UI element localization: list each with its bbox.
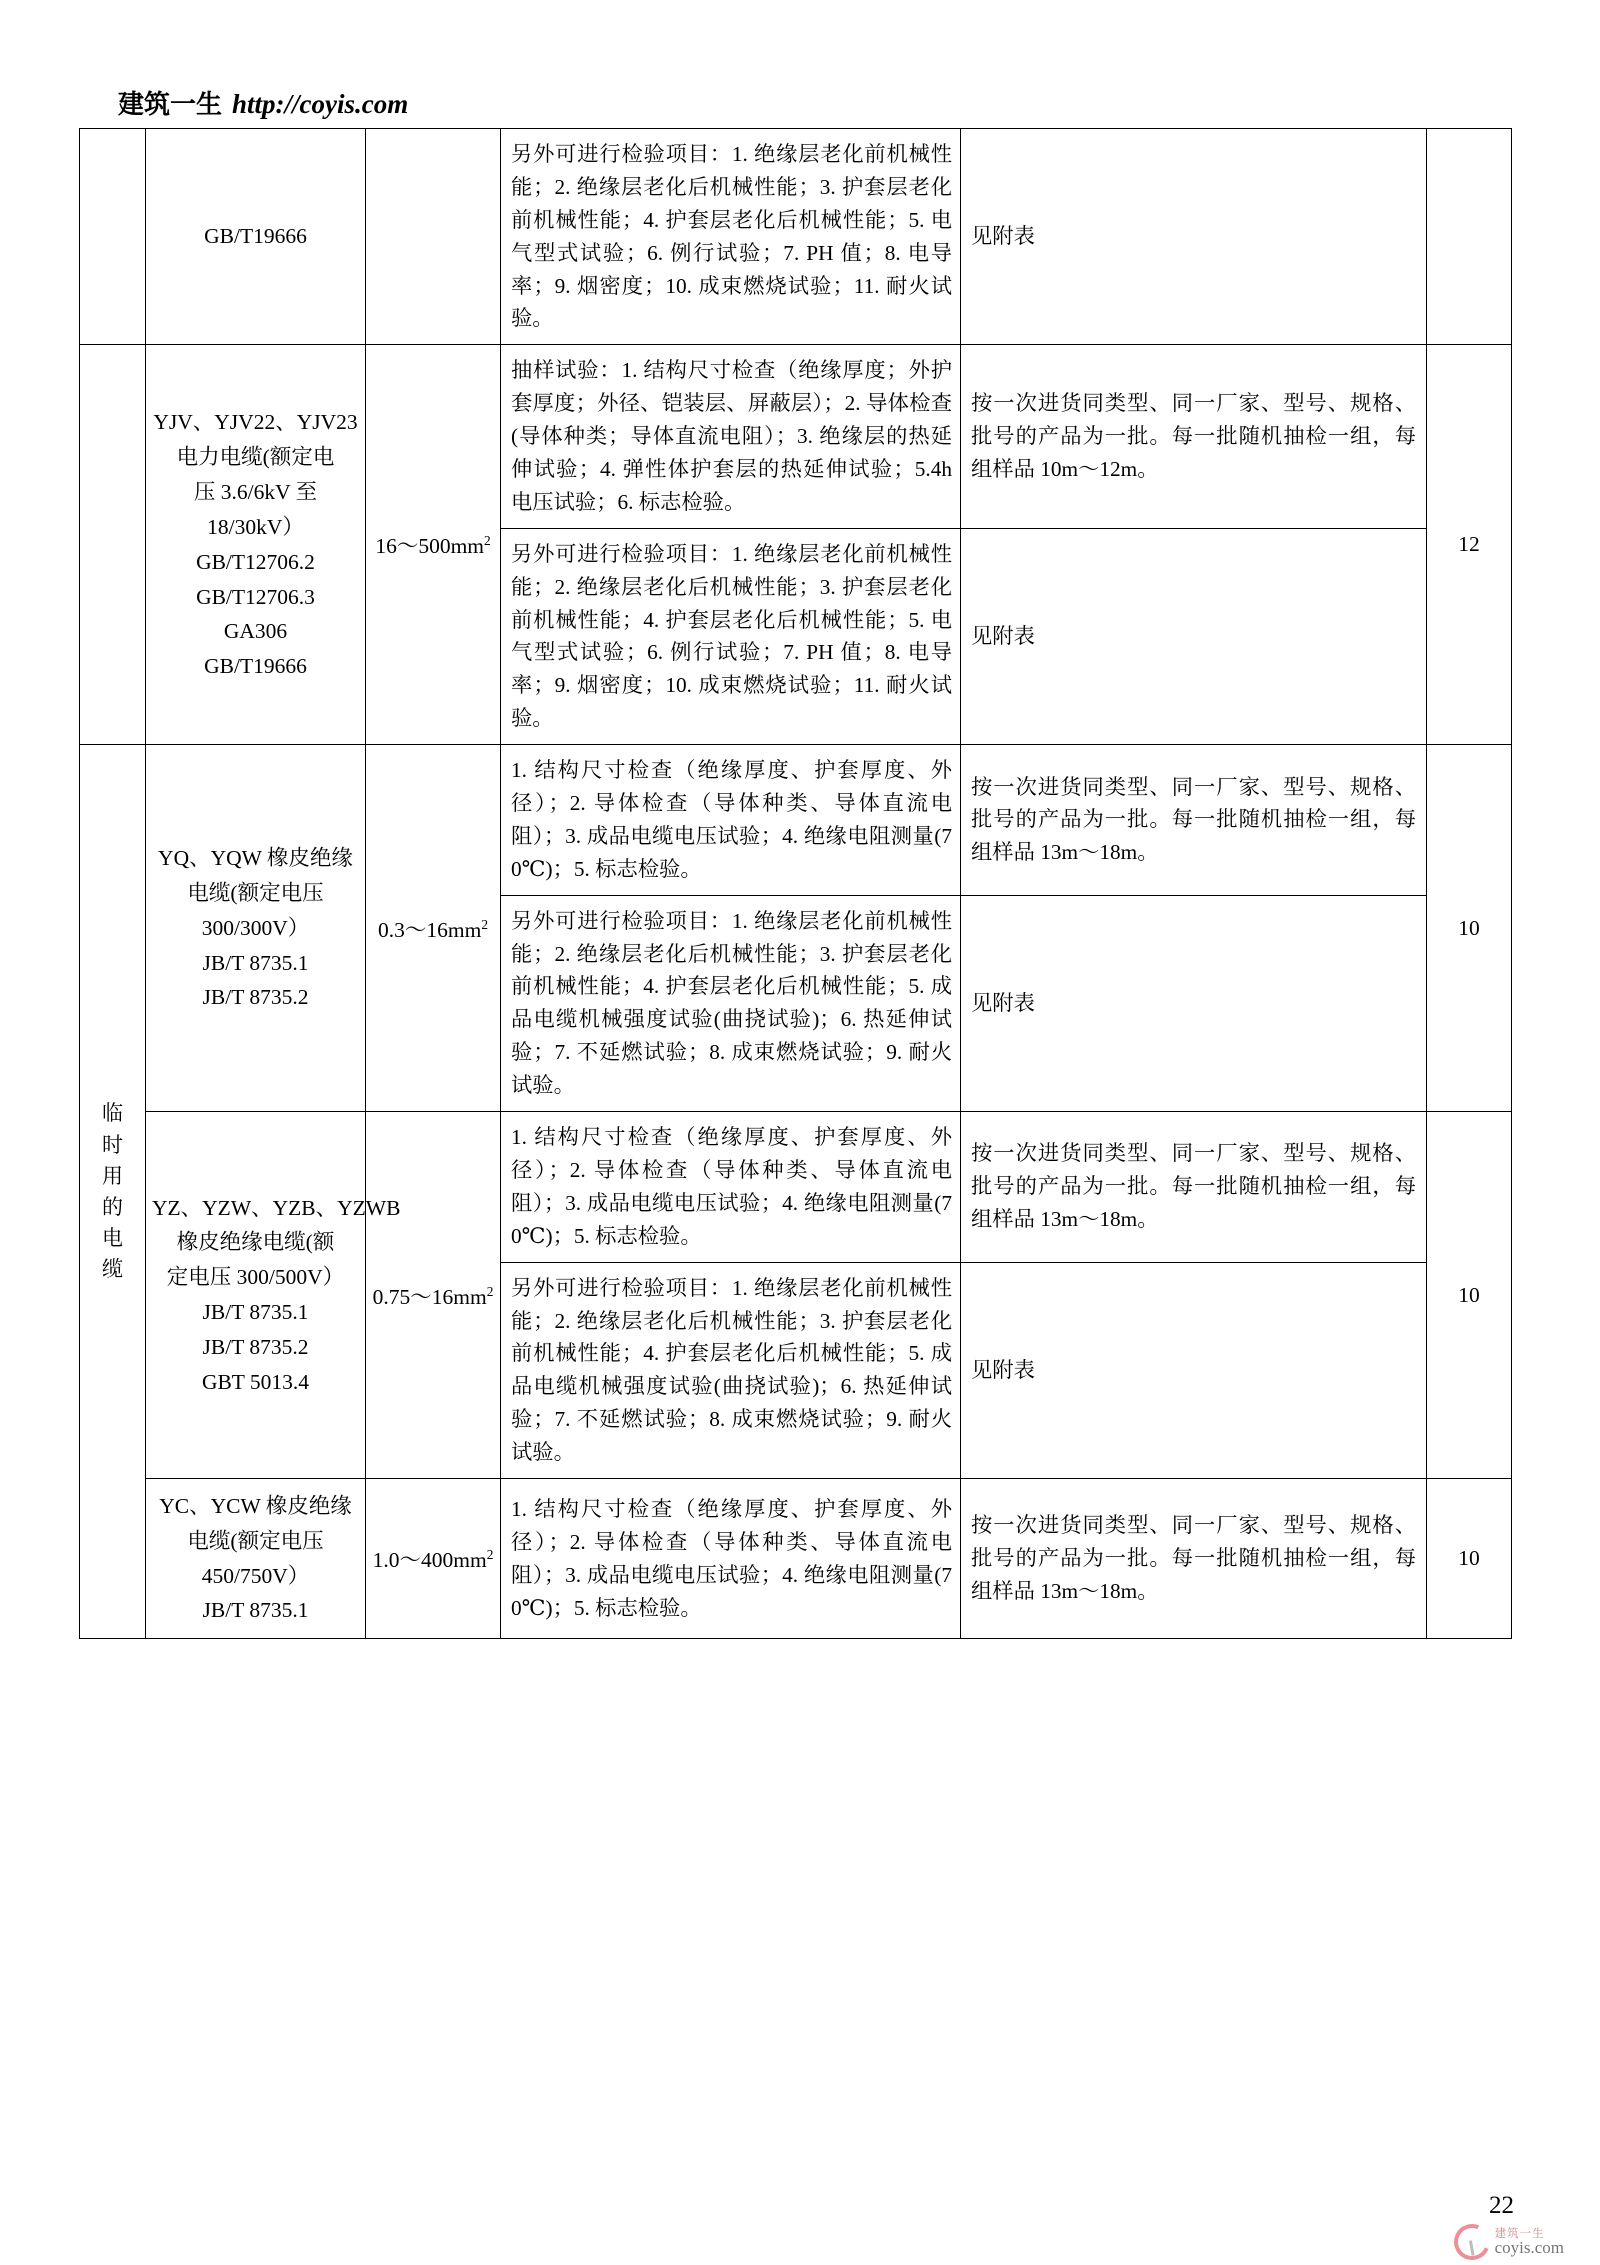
spec-line: JB/T 8735.2 xyxy=(202,1334,309,1359)
detail-cell xyxy=(501,1478,961,1638)
requirement-text: 按一次进货同类型、同一厂家、型号、规格、批号的产品为一批。每一批随机抽检一组，每组样品 10m～12m。 xyxy=(971,391,1416,482)
requirement-cell xyxy=(961,129,1427,345)
spec-line: YZ、YZW、YZB、YZWB xyxy=(152,1195,401,1220)
size-cell xyxy=(366,745,501,1112)
detail-text: 另外可进行检验项目：1. 绝缘层老化前机械性能；2. 绝缘层老化后机械性能；3. 护套层老化前机械性能；4. 护套层老化后机械性能；5. 电气型式试验；6. 例行试验；7. PH 值；8. 电导率；9. 烟密度；10. 成束燃烧试验；11. 耐火试验。 xyxy=(511,142,952,331)
requirement-text: 见附表 xyxy=(971,624,1035,649)
detail-cell xyxy=(501,345,961,528)
coyis-logo-icon xyxy=(1448,2219,1495,2265)
spec-block xyxy=(146,1181,401,1410)
size-value xyxy=(366,529,500,560)
spec-line: 定电压 300/500V） xyxy=(166,1265,345,1290)
size-superscript: 2 xyxy=(484,533,491,549)
requirement-cell xyxy=(961,528,1427,744)
detail-cell xyxy=(501,1112,961,1263)
size-value xyxy=(366,1280,500,1311)
detail-cell xyxy=(501,1262,961,1478)
detail-text: 另外可进行检验项目：1. 绝缘层老化前机械性能；2. 绝缘层老化后机械性能；3. 护套层老化前机械性能；4. 护套层老化后机械性能；5. 成品电缆机械强度试验(曲挠试验)；6. 热延伸试验；7. 不延燃试验；8. 成束燃烧试验；9. 耐火试验。 xyxy=(511,908,952,1098)
spec-line: YQ、YQW 橡皮绝缘 xyxy=(158,846,353,871)
requirement-text: 见附表 xyxy=(971,1357,1035,1382)
detail-text: 抽样试验：1. 结构尺寸检查（绝缘厚度；外护套厚度；外径、铠装层、屏蔽层）；2. 导体检查(导体种类；导体直流电阻）；3. 绝缘层的热延伸试验；4. 弹性体护套层的热延伸试验；5.4h 电压试验；6. 标志检验。 xyxy=(511,358,952,514)
spec-cell xyxy=(146,1478,366,1638)
site-name: 建筑一生 xyxy=(118,90,223,120)
group-label-char: 的 xyxy=(102,1194,123,1219)
requirement-text: 见附表 xyxy=(971,224,1035,249)
size-range: 1.0～400mm xyxy=(372,1548,487,1573)
requirement-cell xyxy=(961,1112,1427,1263)
size-superscript: 2 xyxy=(481,916,488,932)
count-value: 10 xyxy=(1458,1546,1480,1571)
spec-cell xyxy=(146,745,366,1112)
requirement-cell xyxy=(961,745,1427,896)
detail-cell xyxy=(501,528,961,744)
group-label-cell xyxy=(80,745,146,1639)
count-cell xyxy=(1427,1112,1512,1479)
spec-block xyxy=(146,1479,365,1638)
spec-line: 橡皮绝缘电缆(额 xyxy=(176,1230,335,1255)
requirement-cell xyxy=(961,345,1427,528)
watermark-en: coyis.com xyxy=(1494,2238,1564,2258)
spec-line: JB/T 8735.2 xyxy=(202,985,309,1010)
watermark xyxy=(1454,2224,1564,2260)
size-superscript: 2 xyxy=(486,1546,494,1562)
detail-text: 另外可进行检验项目：1. 绝缘层老化前机械性能；2. 绝缘层老化后机械性能；3. 护套层老化前机械性能；4. 护套层老化后机械性能；5. 电气型式试验；6. 例行试验；7. PH 值；8. 电导率；9. 烟密度；10. 成束燃烧试验；11. 耐火试验。 xyxy=(511,541,952,731)
table-row xyxy=(80,1112,1512,1263)
spec-cell xyxy=(146,345,366,745)
count-value: 10 xyxy=(1458,915,1480,940)
spec-line: 电力电缆(额定电 xyxy=(176,445,335,470)
spec-line: GA306 xyxy=(223,619,288,644)
count-cell xyxy=(1427,1478,1512,1638)
detail-text: 1. 结构尺寸检查（绝缘厚度、护套厚度、外径）；2. 导体检查（导体种类、导体直流电阻）；3. 成品电缆电压试验；4. 绝缘电阻测量(70℃)；5. 标志检验。 xyxy=(511,758,952,881)
spec-line: YC、YCW 橡皮绝缘 xyxy=(159,1493,352,1518)
detail-text: 另外可进行检验项目：1. 绝缘层老化前机械性能；2. 绝缘层老化后机械性能；3. 护套层老化前机械性能；4. 护套层老化后机械性能；5. 成品电缆机械强度试验(曲挠试验)；6. 热延伸试验；7. 不延燃试验；8. 成束燃烧试验；9. 耐火试验。 xyxy=(511,1275,952,1465)
size-value xyxy=(366,913,500,944)
table-row xyxy=(80,345,1512,528)
table-row xyxy=(80,1478,1512,1638)
size-range: 0.75～16mm xyxy=(372,1284,487,1309)
spec-line: GB/T12706.3 xyxy=(196,584,315,609)
spec-line: 电缆(额定电压 xyxy=(187,880,324,905)
count-cell xyxy=(1427,129,1512,345)
requirement-cell xyxy=(961,895,1427,1111)
page-header xyxy=(118,84,408,121)
spec-cell xyxy=(146,129,366,345)
spec-block xyxy=(146,395,365,694)
spec-line: YJV、YJV22、YJV23 xyxy=(153,410,358,435)
group-label-char: 缆 xyxy=(102,1256,123,1281)
spec-line: 压 3.6/6kV 至 xyxy=(193,480,318,505)
count-value: 10 xyxy=(1458,1282,1480,1307)
spec-line: 300/300V） xyxy=(201,915,310,940)
requirement-text: 见附表 xyxy=(971,990,1035,1015)
table-row xyxy=(80,129,1512,345)
group-label-char: 用 xyxy=(102,1163,123,1188)
watermark-cn: 建筑一生 xyxy=(1494,2226,1545,2241)
requirement-text: 按一次进货同类型、同一厂家、型号、规格、批号的产品为一批。每一批随机抽检一组，每组样品 13m～18m。 xyxy=(971,1141,1416,1232)
size-cell xyxy=(366,1112,501,1479)
spec-line: JB/T 8735.1 xyxy=(202,1300,309,1324)
size-superscript: 2 xyxy=(486,1283,494,1299)
page-number: 22 xyxy=(1489,2192,1514,2219)
group-label-char: 电 xyxy=(102,1225,123,1250)
requirement-cell xyxy=(961,1262,1427,1478)
detail-text: 1. 结构尺寸检查（绝缘厚度、护套厚度、外径）；2. 导体检查（导体种类、导体直流电阻）；3. 成品电缆电压试验；4. 绝缘电阻测量(70℃)；5. 标志检验。 xyxy=(511,1496,952,1620)
table-row xyxy=(80,745,1512,896)
spec-line: 450/750V） xyxy=(201,1563,310,1588)
count-cell xyxy=(1427,345,1512,745)
detail-text: 1. 结构尺寸检查（绝缘厚度、护套厚度、外径）；2. 导体检查（导体种类、导体直流电阻）；3. 成品电缆电压试验；4. 绝缘电阻测量(70℃)；5. 标志检验。 xyxy=(511,1125,952,1248)
group-cell-empty-mid xyxy=(80,345,146,745)
requirement-cell xyxy=(961,1478,1427,1638)
detail-cell xyxy=(501,129,961,345)
size-cell xyxy=(366,129,501,345)
group-label-char: 临 xyxy=(102,1101,123,1126)
spec-line: GBT 5013.4 xyxy=(201,1369,310,1394)
spec-block xyxy=(146,831,365,1025)
spec-line: GB/T12706.2 xyxy=(196,549,315,574)
spec-line: JB/T 8735.1 xyxy=(202,950,309,975)
spec-line: GB/T19666 xyxy=(204,654,307,679)
detail-cell xyxy=(501,745,961,896)
spec-line: 18/30kV） xyxy=(207,514,304,539)
requirement-text: 按一次进货同类型、同一厂家、型号、规格、批号的产品为一批。每一批随机抽检一组，每组样品 13m～18m。 xyxy=(971,1513,1416,1604)
spec-block xyxy=(146,209,365,264)
spec-line: GB/T19666 xyxy=(204,224,307,249)
spec-cell xyxy=(146,1112,401,1479)
detail-cell xyxy=(501,895,961,1111)
size-range: 0.3～16mm xyxy=(378,917,482,942)
group-label-char: 时 xyxy=(102,1132,123,1157)
size-value xyxy=(366,1543,500,1574)
size-range: 16～500mm xyxy=(375,534,485,559)
spec-line: 电缆(额定电压 xyxy=(187,1528,324,1553)
spec-line: JB/T 8735.1 xyxy=(202,1598,309,1623)
watermark-text xyxy=(1495,2227,1564,2257)
group-cell-empty-top xyxy=(80,129,146,345)
size-cell xyxy=(366,345,501,745)
count-cell xyxy=(1427,745,1512,1112)
inspection-table xyxy=(79,128,1512,1639)
site-url: http://coyis.com xyxy=(232,89,409,119)
count-value: 12 xyxy=(1458,532,1480,557)
size-cell xyxy=(366,1478,501,1638)
requirement-text: 按一次进货同类型、同一厂家、型号、规格、批号的产品为一批。每一批随机抽检一组，每组样品 13m～18m。 xyxy=(971,774,1416,865)
